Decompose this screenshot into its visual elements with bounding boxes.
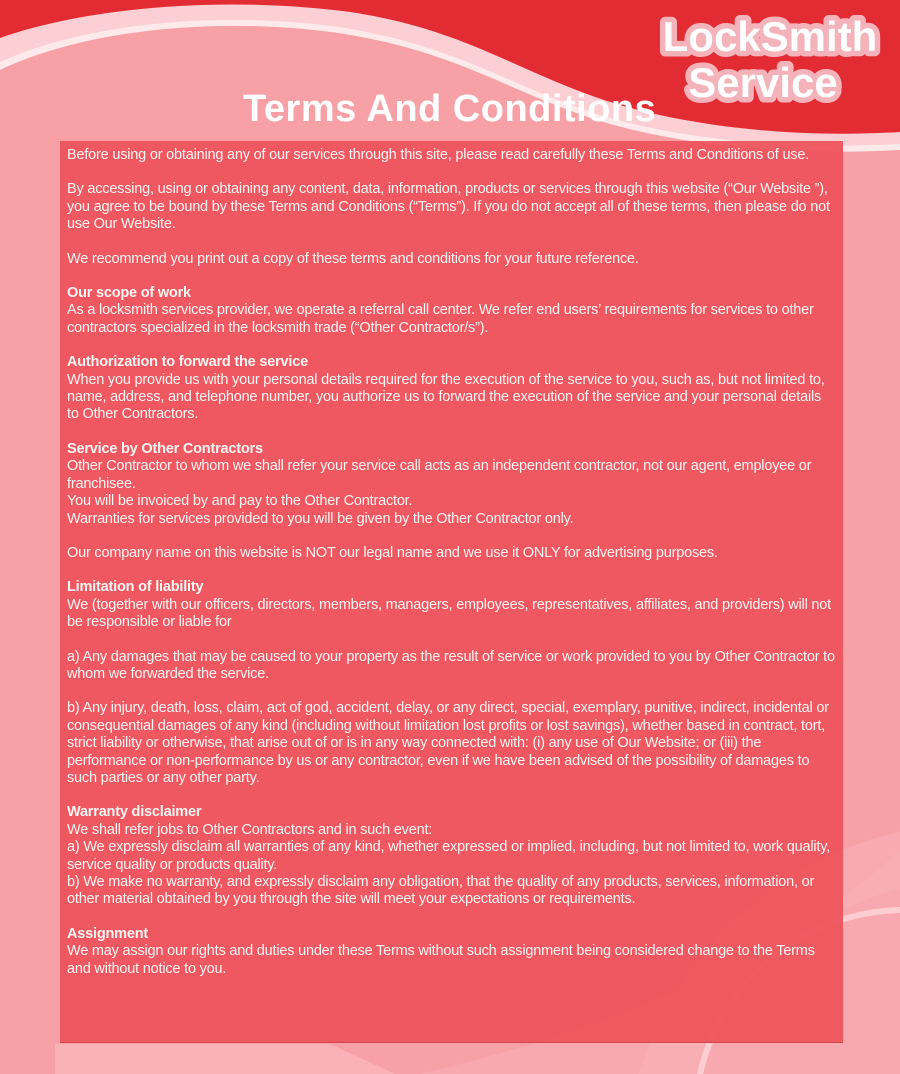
section-paragraph: You will be invoiced by and pay to the Other Contractor. xyxy=(67,493,413,510)
section-paragraph: b) Any injury, death, loss, claim, act of god, accident, delay, or any direct, special, exemplary, punitive, indirect, incidental or consequential damages of any kind (including without limitation lost profits or lost savings), whether based in contract, tort, strict liability or otherwise, that arise out of or is in any way connected with: (i) any use of Our Website; or (iii) the performance or non-performance by us or any contractor, even if we have been advised of the possibility of damages to such parties or any other party. xyxy=(67,700,829,786)
section-paragraph: a) Any damages that may be caused to your property as the result of service or work provided to you by Other Contractor to whom we forwarded the service. xyxy=(67,648,835,682)
terms-section xyxy=(67,649,836,684)
section-paragraph: When you provide us with your personal details required for the execution of the service to you, such as, but not limited to, name, address, and telephone number, you authorize us to forward the execution of the service and your personal details to Other Contractors. xyxy=(67,371,825,423)
section-paragraph: b) We make no warranty, and expressly disclaim any obligation, that the quality of any products, services, information, or other material obtained by you through the site will meet your expectations or requirements. xyxy=(67,874,815,908)
section-paragraph: We may assign our rights and duties under these Terms without such assignment being considered change to the Terms and without notice to you. xyxy=(67,943,815,977)
terms-section xyxy=(67,285,836,337)
terms-sections xyxy=(67,147,836,978)
page-title: Terms And Conditions xyxy=(243,88,657,130)
terms-section xyxy=(67,700,836,787)
section-paragraph: We (together with our officers, directors, members, managers, employees, representatives, affiliates, and providers) will not be responsible or liable for xyxy=(67,596,831,631)
terms-section xyxy=(67,251,836,268)
section-paragraph: Our company name on this website is NOT our legal name and we use it ONLY for advertising purposes. xyxy=(67,544,718,561)
section-paragraph: We shall refer jobs to Other Contractors and in such event: xyxy=(67,821,433,838)
section-paragraph: As a locksmith services provider, we operate a referral call center. We refer end users’ requirements for services to other contractors specialized in the locksmith trade (“Other Contractor/s”). xyxy=(67,302,814,336)
section-body xyxy=(67,822,836,909)
terms-section xyxy=(67,181,836,233)
section-heading: Warranty disclaimer xyxy=(67,804,202,821)
section-body xyxy=(67,545,836,562)
section-body xyxy=(67,700,836,787)
logo-line-2: Service xyxy=(688,59,838,106)
section-paragraph: By accessing, using or obtaining any content, data, information, products or services through this website (“Our Website ”), you agree to be bound by these Terms and Conditions (“Terms”). If you do not accept all of these terms, then please do not use Our Website. xyxy=(67,181,830,233)
terms-section xyxy=(67,579,836,631)
terms-section xyxy=(67,804,836,908)
section-paragraph: We recommend you print out a copy of these terms and conditions for your future reference. xyxy=(67,250,639,267)
section-body xyxy=(67,147,836,164)
section-body xyxy=(67,181,836,233)
section-paragraph: Before using or obtaining any of our services through this site, please read carefully these Terms and Conditions of use. xyxy=(67,147,810,163)
logo-line-1: LockSmith xyxy=(662,13,878,60)
section-body xyxy=(67,372,836,424)
section-paragraph: Warranties for services provided to you will be given by the Other Contractor only. xyxy=(67,510,574,527)
section-paragraph: Other Contractor to whom we shall refer your service call acts as an independent contractor, not our agent, employee or franchisee. xyxy=(67,458,812,492)
section-paragraph: a) We expressly disclaim all warranties of any kind, whether expressed or implied, including, but not limited to, work quality, service quality or products quality. xyxy=(67,839,831,873)
section-body xyxy=(67,597,836,632)
terms-section xyxy=(67,545,836,562)
terms-section xyxy=(67,926,836,978)
section-heading: Authorization to forward the service xyxy=(67,354,308,371)
section-heading: Assignment xyxy=(67,925,148,942)
terms-section xyxy=(67,441,836,528)
locksmith-service-logo[interactable] xyxy=(650,4,890,116)
section-body xyxy=(67,458,836,528)
section-body xyxy=(67,251,836,268)
section-body xyxy=(67,302,836,337)
terms-section xyxy=(67,147,836,164)
section-heading: Limitation of liability xyxy=(67,579,204,596)
section-body xyxy=(67,943,836,978)
terms-panel xyxy=(60,141,843,1043)
terms-section xyxy=(67,354,836,424)
section-heading: Service by Other Contractors xyxy=(67,440,263,457)
section-heading: Our scope of work xyxy=(67,285,191,302)
section-body xyxy=(67,649,836,684)
